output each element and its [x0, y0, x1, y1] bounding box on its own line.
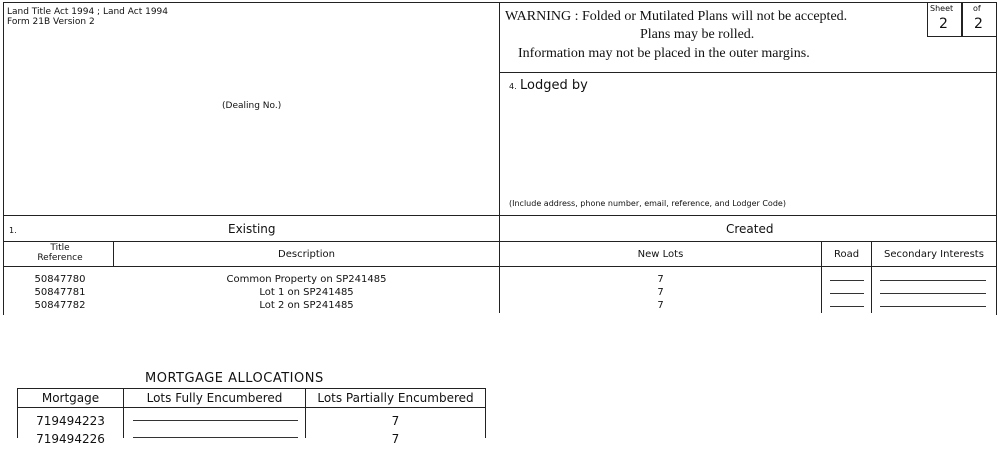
column-header-line: [3, 266, 996, 267]
mortgage-title: MORTGAGE ALLOCATIONS: [145, 371, 324, 386]
title-ref: 50847782: [34, 300, 86, 311]
section-header-line: [3, 241, 996, 242]
title-ref: 50847781: [34, 287, 86, 298]
mortgage-right: [485, 388, 486, 438]
road-dash: [830, 306, 864, 307]
lots-partially: 7: [391, 414, 400, 428]
secondary-dash: [880, 280, 986, 281]
secondary-dash: [880, 293, 986, 294]
created-header: Created: [726, 222, 774, 236]
top-border: [3, 2, 997, 3]
mortgage-number: 719494226: [36, 432, 105, 446]
right-border: [996, 2, 997, 315]
col-lots-partially: Lots Partially Encumbered: [317, 391, 474, 405]
lodged-note: (Include address, phone number, email, reference, and Lodger Code): [509, 199, 786, 208]
col-title-ref-1: Title: [50, 243, 70, 253]
new-lots: 7: [657, 300, 664, 311]
secondary-dash: [880, 306, 986, 307]
warning-divider: [499, 72, 996, 73]
section-number: 1.: [9, 226, 17, 235]
header-bottom-line: [3, 215, 996, 216]
dealing-number-label: (Dealing No.): [222, 101, 282, 111]
warning-line-1: WARNING : Folded or Mutilated Plans will not be accepted.: [505, 9, 848, 24]
sheet-number: 2: [939, 16, 948, 32]
act-line: Land Title Act 1994 ; Land Act 1994: [7, 7, 168, 17]
col-new-lots: New Lots: [637, 249, 684, 260]
col-mortgage: Mortgage: [41, 391, 100, 405]
lodged-by-label: Lodged by: [520, 78, 588, 93]
lots-partially: 7: [391, 432, 400, 446]
form-line: Form 21B Version 2: [7, 17, 95, 27]
description: Lot 2 on SP241485: [259, 300, 354, 311]
lodged-number: 4.: [509, 82, 517, 91]
new-lots: 7: [657, 287, 664, 298]
fully-dash: [133, 437, 298, 438]
existing-header: Existing: [228, 222, 276, 236]
of-number: 2: [974, 16, 983, 32]
new-lots: 7: [657, 274, 664, 285]
fully-dash: [133, 420, 298, 421]
col-road: Road: [833, 249, 860, 260]
description: Lot 1 on SP241485: [259, 287, 354, 298]
col-description: Description: [278, 249, 335, 260]
col-title-ref-2: Reference: [37, 253, 83, 263]
left-border: [3, 2, 4, 315]
description: Common Property on SP241485: [226, 274, 387, 285]
col-lots-fully: Lots Fully Encumbered: [146, 391, 283, 405]
sheet-label: Sheet: [930, 4, 954, 13]
road-dash: [830, 293, 864, 294]
road-dash: [830, 280, 864, 281]
of-label: of: [973, 4, 981, 13]
title-ref: 50847780: [34, 274, 86, 285]
warning-line-2: Plans may be rolled.: [640, 27, 755, 42]
warning-line-3: Information may not be placed in the outer margins.: [518, 46, 810, 61]
col-secondary-interests: Secondary Interests: [884, 249, 984, 260]
mortgage-top-line: [17, 388, 485, 389]
mortgage-number: 719494223: [36, 414, 105, 428]
mortgage-header-line: [17, 407, 485, 408]
